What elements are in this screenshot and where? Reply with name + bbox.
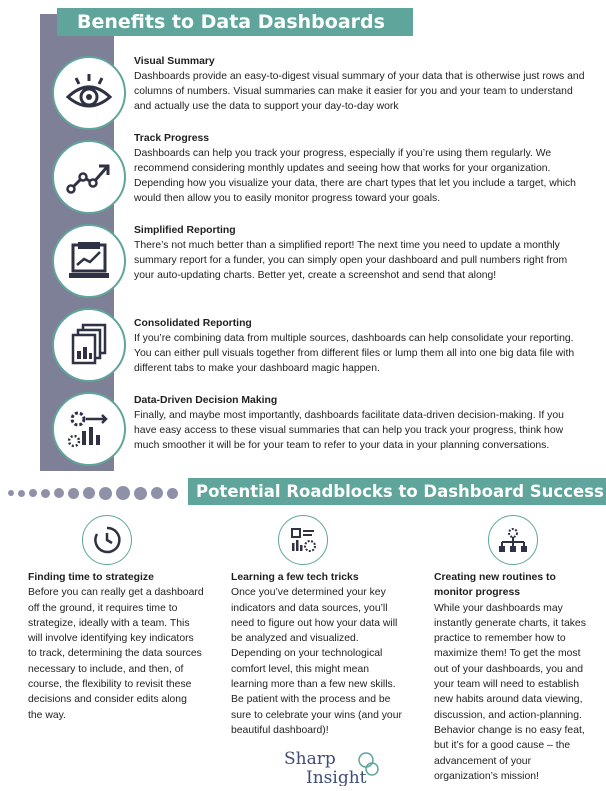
logo-line2: Insight (306, 768, 367, 786)
roadblock-tech-tricks (231, 570, 407, 738)
eye-icon (52, 56, 126, 130)
benefit-heading: Data-Driven Decision Making (134, 395, 278, 406)
roadblocks-title: Potential Roadblocks to Dashboard Success (188, 478, 606, 505)
benefit-data-driven-decisions (134, 393, 586, 453)
benefit-text: Finally, and maybe most importantly, dashboards facilitate data-driven decision-making. If you have easy access to these visual summaries that can help you track your progress, think how much smoother it will be for your team to refer to your data in your planning conversations. (134, 410, 564, 451)
documents-icon (52, 308, 126, 382)
roadblock-heading: Finding time to strategize (28, 572, 154, 583)
benefit-text: Dashboards can help you track your progress, especially if you’re using them regularly. We recommend considering monthly updates and seeing how that works for your organization. Depending how you visualize your data, there are chart types that let you include a target, which would then allow you to easily monitor progress toward your goals. (134, 148, 576, 204)
clock-icon (82, 515, 132, 565)
benefit-text: If you’re combining data from multiple sources, dashboards can help consolidate your reporting. You can either pull visuals together from different files or lump them all into one big data file with different tabs to make your dashboard magic happen. (134, 333, 575, 374)
benefit-simplified-reporting (134, 223, 586, 283)
benefit-heading: Visual Summary (134, 56, 215, 67)
report-icon (52, 224, 126, 298)
benefit-heading: Simplified Reporting (134, 225, 236, 236)
sharp-insight-logo (282, 746, 392, 786)
trend-line-icon (52, 140, 126, 214)
roadblock-text: Once you’ve determined your key indicators and data sources, you’ll need to figure out how your data will be analyzed and visualized. Depending on your technological comfort level, this might mean learning more than a few new skills. Be patient with the process and be sure to celebrate your wins (and your beautiful dashboard)! (231, 587, 402, 736)
roadblock-new-routines (434, 570, 596, 784)
benefit-heading: Consolidated Reporting (134, 318, 252, 329)
decision-gears-icon (52, 392, 126, 466)
benefit-visual-summary (134, 54, 586, 114)
roadblock-text: While your dashboards may instantly generate charts, it takes practice to remember how to maximize them! To get the most out of your dashboards, you and your team will need to establish new habits around data viewing, discussion, and action-planning. Behavior change is no easy feat, but it’s for a good cause – the advancement of your organization’s mission! (434, 602, 586, 782)
tech-tools-icon (278, 515, 328, 565)
roadblock-heading: Learning a few tech tricks (231, 572, 359, 583)
logo-line1: Sharp (284, 749, 336, 769)
roadblock-finding-time (28, 570, 204, 723)
benefit-heading: Track Progress (134, 133, 210, 144)
benefits-title: Benefits to Data Dashboards (57, 8, 413, 36)
roadblock-text: Before you can really get a dashboard off the ground, it requires time to strategize, ideally with a team. This will involve identifying key indicators to track, determining the data sources necessary to include, and then, of course, the flexibility to revisit these decisions and consider edits along the way. (28, 587, 204, 721)
benefit-track-progress (134, 131, 586, 206)
dotted-divider (8, 486, 178, 500)
roadblock-heading: Creating new routines to monitor progress (434, 572, 556, 599)
benefit-text: Dashboards provide an easy-to-digest visual summary of your data that is otherwise just rows and columns of numbers. Visual summaries can make it easier for you and your team to understand and actually use the data to support your day-to-day work (134, 71, 585, 112)
routine-network-icon (488, 515, 538, 565)
benefit-consolidated-reporting (134, 316, 586, 376)
benefit-text: There’s not much better than a simplified report! The next time you need to update a monthly summary report for a funder, you can simply open your dashboard and pull numbers right from your auto-updating charts. Better yet, create a screenshot and send that along! (134, 240, 568, 281)
